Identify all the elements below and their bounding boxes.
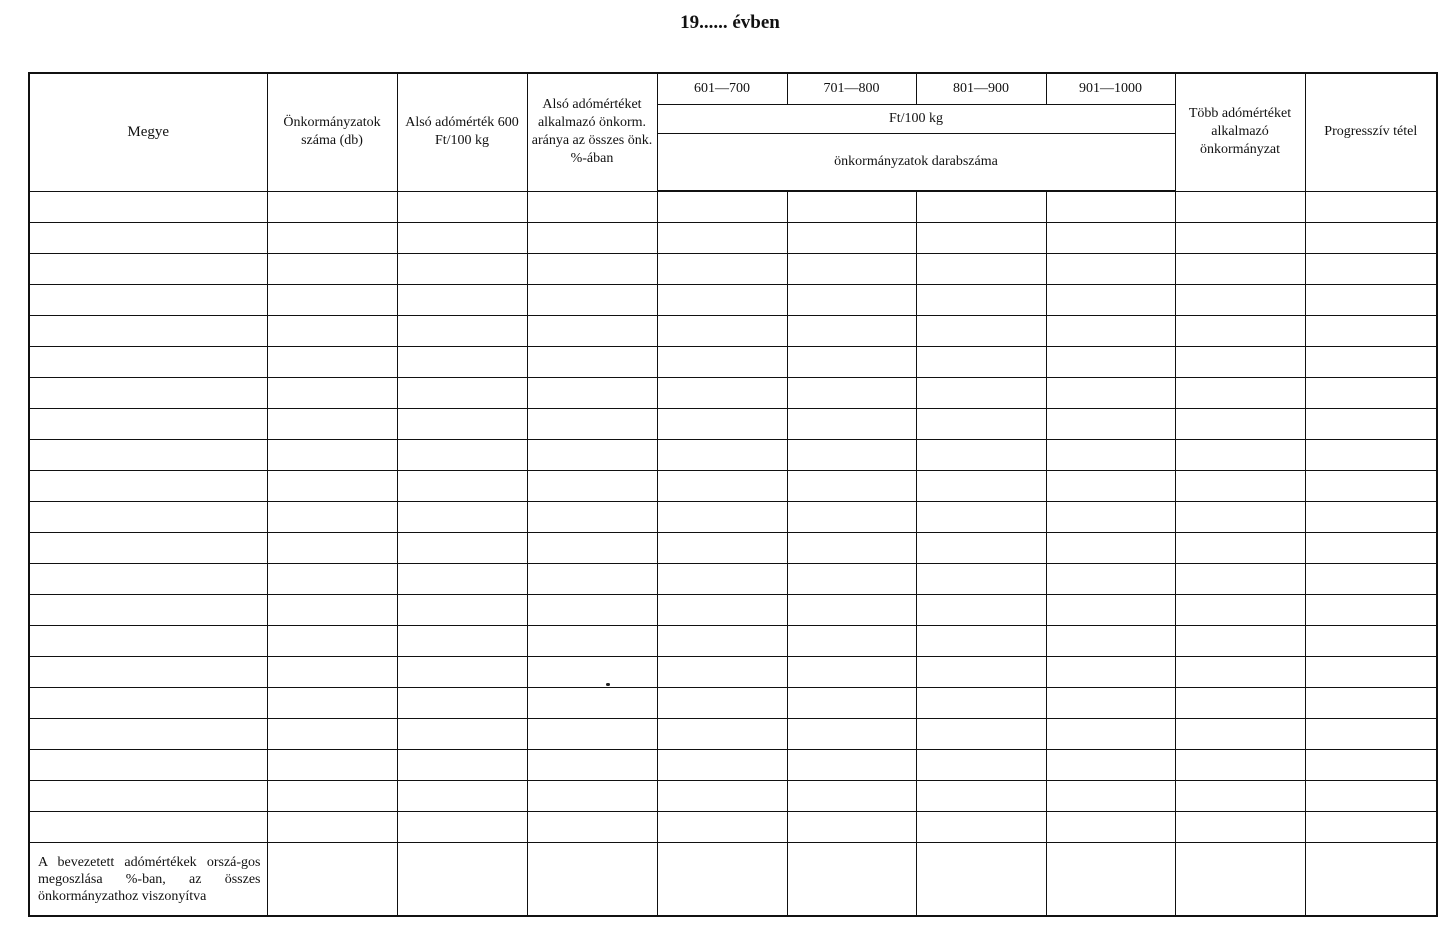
empty-cell <box>1305 409 1437 440</box>
empty-cell <box>1175 316 1305 347</box>
empty-cell <box>1305 564 1437 595</box>
empty-cell <box>916 285 1046 316</box>
empty-cell <box>267 781 397 812</box>
header-range-701-800: 701—800 <box>787 73 916 105</box>
table-row <box>29 595 1437 626</box>
empty-cell <box>1175 191 1305 223</box>
empty-cell <box>267 191 397 223</box>
empty-cell <box>397 316 527 347</box>
empty-cell <box>1046 223 1175 254</box>
tax-rate-table <box>28 72 1438 917</box>
empty-cell <box>1046 626 1175 657</box>
empty-cell <box>1046 347 1175 378</box>
empty-cell <box>1305 285 1437 316</box>
empty-cell <box>267 812 397 843</box>
table-row <box>29 781 1437 812</box>
table-row <box>29 378 1437 409</box>
empty-cell <box>916 223 1046 254</box>
empty-cell <box>1046 812 1175 843</box>
empty-cell <box>397 657 527 688</box>
empty-cell <box>916 626 1046 657</box>
empty-cell <box>1305 502 1437 533</box>
empty-cell <box>787 254 916 285</box>
empty-cell <box>916 502 1046 533</box>
empty-cell <box>1305 781 1437 812</box>
empty-cell <box>916 843 1046 917</box>
empty-cell <box>657 595 787 626</box>
empty-cell <box>787 378 916 409</box>
empty-cell <box>1305 347 1437 378</box>
empty-cell <box>29 626 267 657</box>
empty-cell <box>1175 595 1305 626</box>
empty-cell <box>527 502 657 533</box>
header-range-901-1000: 901—1000 <box>1046 73 1175 105</box>
empty-cell <box>916 657 1046 688</box>
empty-cell <box>657 316 787 347</box>
empty-cell <box>916 688 1046 719</box>
empty-cell <box>267 533 397 564</box>
empty-cell <box>1175 843 1305 917</box>
empty-cell <box>527 254 657 285</box>
empty-cell <box>29 533 267 564</box>
empty-cell <box>527 688 657 719</box>
empty-cell <box>1175 564 1305 595</box>
empty-cell <box>1305 843 1437 917</box>
empty-cell <box>916 254 1046 285</box>
empty-cell <box>1305 533 1437 564</box>
empty-cell <box>267 688 397 719</box>
header-unit: Ft/100 kg <box>657 105 1175 134</box>
empty-cell <box>657 378 787 409</box>
empty-cell <box>29 502 267 533</box>
empty-cell <box>397 409 527 440</box>
empty-cell <box>787 223 916 254</box>
empty-cell <box>267 750 397 781</box>
empty-cell <box>397 471 527 502</box>
empty-cell <box>527 657 657 688</box>
empty-cell <box>397 719 527 750</box>
empty-cell <box>527 533 657 564</box>
empty-cell <box>1046 750 1175 781</box>
table-row <box>29 688 1437 719</box>
header-onkormanyzatok-szama: Önkormányzatok száma (db) <box>267 73 397 191</box>
empty-cell <box>1046 781 1175 812</box>
empty-cell <box>787 595 916 626</box>
empty-cell <box>657 564 787 595</box>
header-progressziv: Progresszív tétel <box>1305 73 1437 191</box>
empty-cell <box>1046 440 1175 471</box>
empty-cell <box>267 254 397 285</box>
empty-cell <box>267 595 397 626</box>
empty-cell <box>787 285 916 316</box>
empty-cell <box>787 316 916 347</box>
empty-cell <box>267 316 397 347</box>
empty-cell <box>267 409 397 440</box>
table-row <box>29 223 1437 254</box>
empty-cell <box>1175 750 1305 781</box>
empty-cell <box>916 316 1046 347</box>
header-megye: Megye <box>29 73 267 191</box>
empty-cell <box>397 812 527 843</box>
table-row <box>29 440 1437 471</box>
table-row <box>29 347 1437 378</box>
table-row <box>29 657 1437 688</box>
empty-cell <box>29 347 267 378</box>
empty-cell <box>29 316 267 347</box>
empty-cell <box>916 440 1046 471</box>
empty-cell <box>527 223 657 254</box>
empty-cell <box>657 812 787 843</box>
empty-cell <box>787 626 916 657</box>
empty-cell <box>29 564 267 595</box>
empty-cell <box>527 750 657 781</box>
empty-cell <box>1305 254 1437 285</box>
empty-cell <box>657 347 787 378</box>
empty-cell <box>527 316 657 347</box>
empty-cell <box>267 564 397 595</box>
empty-cell <box>267 719 397 750</box>
footer-label: A bevezetett adómértékek orszá-gos megoszlása %-ban, az összes önkormányzathoz viszonyítva <box>29 843 267 917</box>
empty-cell <box>1046 502 1175 533</box>
empty-cell <box>787 440 916 471</box>
empty-cell <box>29 409 267 440</box>
empty-cell <box>29 595 267 626</box>
empty-cell <box>787 564 916 595</box>
empty-cell <box>397 626 527 657</box>
empty-cell <box>527 843 657 917</box>
empty-cell <box>1046 595 1175 626</box>
empty-cell <box>916 409 1046 440</box>
empty-cell <box>1046 254 1175 285</box>
empty-cell <box>1305 657 1437 688</box>
table-row <box>29 191 1437 223</box>
empty-cell <box>1046 285 1175 316</box>
empty-cell <box>1175 285 1305 316</box>
empty-cell <box>916 564 1046 595</box>
empty-cell <box>527 378 657 409</box>
empty-cell <box>267 378 397 409</box>
table-row <box>29 254 1437 285</box>
empty-cell <box>916 719 1046 750</box>
empty-cell <box>787 347 916 378</box>
empty-cell <box>1046 409 1175 440</box>
empty-cell <box>1305 378 1437 409</box>
empty-cell <box>787 533 916 564</box>
empty-cell <box>1305 626 1437 657</box>
empty-cell <box>1175 378 1305 409</box>
empty-cell <box>657 657 787 688</box>
empty-cell <box>527 564 657 595</box>
empty-cell <box>1305 191 1437 223</box>
empty-cell <box>916 471 1046 502</box>
empty-cell <box>787 719 916 750</box>
empty-cell <box>397 533 527 564</box>
empty-cell <box>657 502 787 533</box>
empty-cell <box>29 223 267 254</box>
empty-cell <box>1175 440 1305 471</box>
header-also-arany: Alsó adómértéket alkalmazó önkorm. aránya az összes önk. %-ában <box>527 73 657 191</box>
empty-cell <box>267 440 397 471</box>
empty-cell <box>29 688 267 719</box>
empty-cell <box>657 223 787 254</box>
empty-cell <box>1305 750 1437 781</box>
empty-cell <box>657 471 787 502</box>
empty-cell <box>397 502 527 533</box>
print-speck <box>606 683 610 686</box>
empty-cell <box>29 440 267 471</box>
table-row <box>29 812 1437 843</box>
empty-cell <box>916 191 1046 223</box>
empty-cell <box>29 285 267 316</box>
empty-cell <box>1175 533 1305 564</box>
empty-cell <box>1175 719 1305 750</box>
empty-cell <box>1046 688 1175 719</box>
empty-cell <box>657 409 787 440</box>
empty-cell <box>267 471 397 502</box>
empty-cell <box>267 347 397 378</box>
empty-cell <box>657 440 787 471</box>
empty-cell <box>1175 347 1305 378</box>
empty-cell <box>657 750 787 781</box>
empty-cell <box>397 688 527 719</box>
empty-cell <box>29 378 267 409</box>
table-row <box>29 316 1437 347</box>
empty-cell <box>397 781 527 812</box>
empty-cell <box>527 409 657 440</box>
empty-cell <box>657 688 787 719</box>
empty-cell <box>397 595 527 626</box>
empty-cell <box>1175 626 1305 657</box>
empty-cell <box>787 781 916 812</box>
empty-cell <box>527 471 657 502</box>
empty-cell <box>916 750 1046 781</box>
empty-cell <box>397 285 527 316</box>
table-row <box>29 750 1437 781</box>
empty-cell <box>397 254 527 285</box>
empty-cell <box>657 254 787 285</box>
empty-cell <box>1046 564 1175 595</box>
empty-cell <box>1305 471 1437 502</box>
empty-cell <box>657 626 787 657</box>
empty-cell <box>29 191 267 223</box>
empty-cell <box>657 285 787 316</box>
empty-cell <box>267 502 397 533</box>
empty-cell <box>787 409 916 440</box>
empty-cell <box>29 812 267 843</box>
empty-cell <box>1046 843 1175 917</box>
empty-cell <box>1046 191 1175 223</box>
empty-cell <box>787 502 916 533</box>
empty-cell <box>787 812 916 843</box>
empty-cell <box>1175 409 1305 440</box>
empty-cell <box>527 595 657 626</box>
table-row <box>29 471 1437 502</box>
header-also-adomertek: Alsó adómérték 600 Ft/100 kg <box>397 73 527 191</box>
header-range-801-900: 801—900 <box>916 73 1046 105</box>
empty-cell <box>527 626 657 657</box>
empty-cell <box>916 781 1046 812</box>
empty-cell <box>787 750 916 781</box>
table-row <box>29 564 1437 595</box>
page-title: 19...... évben <box>680 12 780 33</box>
empty-cell <box>916 595 1046 626</box>
empty-cell <box>527 347 657 378</box>
empty-cell <box>1175 223 1305 254</box>
empty-cell <box>1305 223 1437 254</box>
empty-cell <box>1046 533 1175 564</box>
header-tobb-adomertek: Több adómértéket alkalmazó önkormányzat <box>1175 73 1305 191</box>
empty-cell <box>657 533 787 564</box>
header-range-601-700: 601—700 <box>657 73 787 105</box>
empty-cell <box>527 285 657 316</box>
empty-cell <box>1305 595 1437 626</box>
empty-cell <box>916 533 1046 564</box>
table-row <box>29 502 1437 533</box>
empty-cell <box>1046 316 1175 347</box>
table-row <box>29 626 1437 657</box>
empty-cell <box>267 626 397 657</box>
empty-cell <box>29 657 267 688</box>
empty-cell <box>1046 378 1175 409</box>
empty-cell <box>787 657 916 688</box>
empty-cell <box>267 657 397 688</box>
empty-cell <box>1305 688 1437 719</box>
table-row <box>29 533 1437 564</box>
empty-cell <box>1046 471 1175 502</box>
header-darabszam: önkormányzatok darabszáma <box>657 134 1175 192</box>
empty-cell <box>1305 812 1437 843</box>
empty-cell <box>787 843 916 917</box>
empty-cell <box>527 812 657 843</box>
empty-cell <box>1046 719 1175 750</box>
empty-cell <box>1175 688 1305 719</box>
empty-cell <box>267 285 397 316</box>
empty-cell <box>29 750 267 781</box>
footer-row <box>29 843 1437 917</box>
empty-cell <box>657 191 787 223</box>
empty-cell <box>657 843 787 917</box>
empty-cell <box>527 781 657 812</box>
empty-cell <box>787 471 916 502</box>
empty-cell <box>787 191 916 223</box>
table-row <box>29 719 1437 750</box>
empty-cell <box>397 191 527 223</box>
empty-cell <box>397 750 527 781</box>
empty-cell <box>397 223 527 254</box>
empty-cell <box>1046 657 1175 688</box>
empty-cell <box>1305 440 1437 471</box>
empty-cell <box>1175 471 1305 502</box>
empty-cell <box>916 812 1046 843</box>
table-row <box>29 409 1437 440</box>
empty-cell <box>657 781 787 812</box>
empty-cell <box>527 191 657 223</box>
empty-cell <box>916 378 1046 409</box>
empty-cell <box>29 254 267 285</box>
empty-cell <box>527 719 657 750</box>
empty-cell <box>397 347 527 378</box>
empty-cell <box>1175 657 1305 688</box>
empty-cell <box>29 781 267 812</box>
empty-cell <box>397 440 527 471</box>
empty-cell <box>397 843 527 917</box>
empty-cell <box>267 843 397 917</box>
empty-cell <box>1175 502 1305 533</box>
empty-cell <box>267 223 397 254</box>
empty-cell <box>29 471 267 502</box>
empty-cell <box>397 378 527 409</box>
empty-cell <box>527 440 657 471</box>
empty-cell <box>1175 254 1305 285</box>
empty-cell <box>916 347 1046 378</box>
empty-cell <box>29 719 267 750</box>
empty-cell <box>657 719 787 750</box>
table-row <box>29 285 1437 316</box>
empty-cell <box>1305 719 1437 750</box>
empty-cell <box>1175 812 1305 843</box>
empty-cell <box>1305 316 1437 347</box>
empty-cell <box>787 688 916 719</box>
empty-cell <box>1175 781 1305 812</box>
empty-cell <box>397 564 527 595</box>
